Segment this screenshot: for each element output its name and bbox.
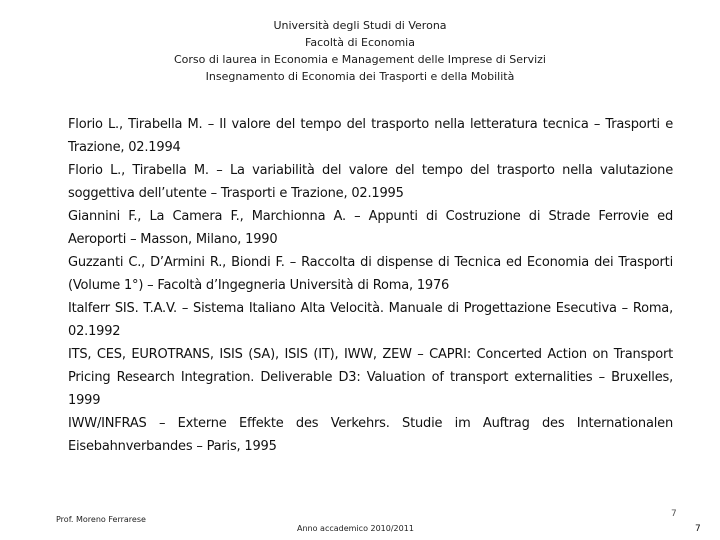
footer-author: Prof. Moreno Ferrarese — [56, 515, 146, 524]
page-number-top: 7 — [671, 509, 677, 519]
document-header — [0, 17, 720, 85]
faculty-name: Facoltà di Economia — [305, 36, 415, 49]
reference-list — [68, 113, 673, 458]
degree-course: Corso di laurea in Economia e Management delle Imprese di Servizi — [174, 53, 546, 66]
reference-item: Florio L., Tirabella M. – Il valore del tempo del trasporto nella letteratura tecnica – Trasporti e Trazione, 02.1994 — [68, 117, 673, 155]
course-subject: Insegnamento di Economia dei Trasporti e della Mobilità — [205, 70, 515, 83]
page-number-bottom: 7 — [695, 524, 701, 534]
footer-academic-year: Anno accademico 2010/2011 — [297, 524, 414, 533]
reference-item: Italferr SIS. T.A.V. – Sistema Italiano Alta Velocità. Manuale di Progettazione Esecutiva – Roma, 02.1992 — [68, 301, 673, 339]
reference-item: ITS, CES, EUROTRANS, ISIS (SA), ISIS (IT), IWW, ZEW – CAPRI: Concerted Action on Transport Pricing Research Integration. Deliverable D3: Valuation of transport externalities – Bruxelles, 1999 — [68, 347, 673, 408]
reference-item: Giannini F., La Camera F., Marchionna A. – Appunti di Costruzione di Strade Ferrovie ed Aeroporti – Masson, Milano, 1990 — [68, 209, 673, 247]
reference-item: IWW/INFRAS – Externe Effekte des Verkehrs. Studie im Auftrag des Internationalen Eisebahnverbandes – Paris, 1995 — [68, 416, 673, 454]
university-name: Università degli Studi di Verona — [273, 19, 447, 32]
reference-item: Florio L., Tirabella M. – La variabilità del valore del tempo del trasporto nella valutazione soggettiva dell’utente – Trasporti e Trazione, 02.1995 — [68, 163, 673, 201]
reference-item: Guzzanti C., D’Armini R., Biondi F. – Raccolta di dispense di Tecnica ed Economia dei Trasporti (Volume 1°) – Facoltà d’Ingegneria Università di Roma, 1976 — [68, 255, 673, 293]
